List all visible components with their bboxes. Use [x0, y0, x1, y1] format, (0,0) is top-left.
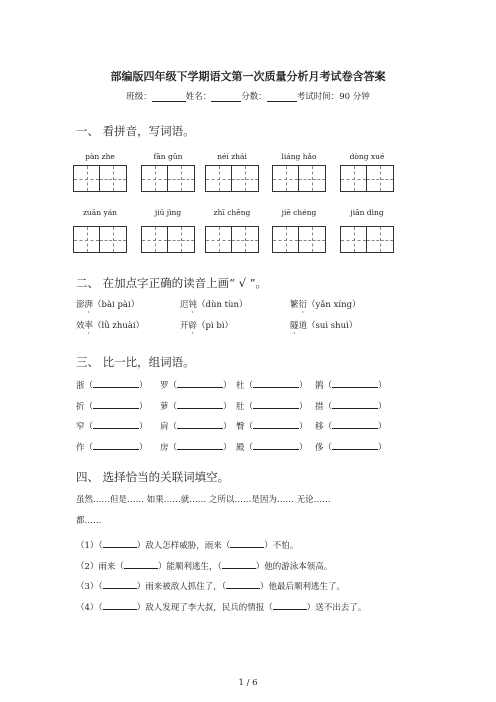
compare-char: 浙: [76, 381, 85, 391]
pronunciation-item: [290, 319, 357, 331]
question-text: ）送不出去了。: [306, 602, 367, 613]
grid-cell[interactable]: [273, 227, 299, 252]
dotted-char: 钝: [188, 300, 198, 310]
grid-cell[interactable]: [100, 227, 126, 252]
class-blank[interactable]: [152, 92, 186, 102]
grid-cell[interactable]: [206, 166, 232, 191]
answer-blank[interactable]: [332, 378, 378, 388]
answer-blank[interactable]: [93, 440, 139, 450]
section-1-heading: 一、 看拼音，写词语。: [76, 124, 195, 138]
answer-blank[interactable]: [103, 600, 137, 610]
reading-options[interactable]: （lǜ zhuài）: [93, 321, 145, 331]
answer-blank[interactable]: [253, 419, 299, 429]
section-2-heading: 二、 在加点字正确的读音上画“ √ ”。: [76, 276, 268, 290]
word-char: 繁: [290, 300, 299, 310]
writing-grid[interactable]: [340, 165, 394, 192]
compare-item: 房（ ）: [160, 440, 232, 453]
answer-blank[interactable]: [103, 538, 137, 548]
pinyin-label: jiǔ jìng: [154, 208, 182, 217]
grid-cell[interactable]: [74, 166, 100, 191]
compare-item: 肩（ ）: [160, 419, 232, 432]
answer-blank[interactable]: [93, 399, 139, 409]
question-text: （: [98, 541, 103, 551]
compare-item: 肚（ ）: [236, 399, 308, 412]
answer-blank[interactable]: [332, 419, 378, 429]
compare-item: 折（ ）: [76, 399, 148, 412]
pinyin-label: liáng hǎo: [281, 152, 317, 161]
compare-item: 窄（ ）: [76, 419, 148, 432]
question-text: （3）: [76, 582, 99, 592]
compare-char: 殿: [236, 442, 245, 453]
compare-char: 臀: [236, 422, 245, 432]
grid-cell[interactable]: [206, 227, 232, 252]
reading-options[interactable]: （yǎn xíng）: [307, 300, 361, 310]
question-text: （4）: [76, 602, 99, 613]
question-text: ）能顺利逃生，（: [157, 561, 222, 572]
score-blank[interactable]: [267, 92, 297, 102]
question-text: ）敌人发现了李大叔，民兵的情报（: [136, 602, 273, 613]
section-4-heading: 四、 选择恰当的关联词填空。: [76, 470, 230, 484]
pinyin-label: zhī chēng: [213, 208, 251, 217]
reading-options[interactable]: （pì bì）: [197, 321, 234, 331]
page-title: 部编版四年级下学期语文第一次质量分析月考试卷含答案: [110, 70, 386, 83]
compare-item: 罗（ ）: [160, 378, 232, 391]
word-char: 开: [180, 321, 189, 331]
conjunction-options-cont: 都……: [76, 516, 102, 526]
grid-cell[interactable]: [232, 166, 258, 191]
answer-blank[interactable]: [103, 579, 137, 589]
pronunciation-item: [76, 298, 139, 310]
answer-blank[interactable]: [273, 600, 307, 610]
grid-cell[interactable]: [142, 166, 168, 191]
writing-grid[interactable]: [272, 226, 326, 253]
answer-blank[interactable]: [177, 440, 223, 450]
answer-blank[interactable]: [93, 419, 139, 429]
conjunction-question: [76, 600, 366, 613]
grid-cell[interactable]: [168, 166, 194, 191]
answer-blank[interactable]: [177, 419, 223, 429]
answer-blank[interactable]: [253, 440, 299, 450]
compare-item: 浙（ ）: [76, 378, 148, 391]
writing-grid[interactable]: [205, 226, 259, 253]
dotted-char: 隧: [290, 321, 299, 331]
pinyin-label: fān gǔn: [153, 152, 183, 161]
writing-grid[interactable]: [141, 165, 195, 192]
compare-char: 罗: [160, 381, 169, 391]
dotted-char: 湃: [84, 300, 94, 310]
question-text: 雨来（: [98, 561, 124, 572]
pinyin-label: zuān yán: [82, 208, 117, 217]
question-text: ）敌人怎样威胁，雨来（: [136, 541, 231, 551]
pronunciation-item: [180, 319, 233, 331]
answer-blank[interactable]: [253, 399, 299, 409]
compare-item: 鹊（ ）: [315, 378, 387, 391]
answer-blank[interactable]: [177, 399, 223, 409]
compare-item: 侈（ ）: [315, 440, 387, 453]
compare-char: 萝: [160, 401, 169, 412]
compare-char: 肚: [236, 401, 245, 412]
reading-options[interactable]: （bài pài）: [93, 300, 140, 310]
compare-item: 臀（ ）: [236, 419, 308, 432]
compare-char: 作: [76, 442, 85, 453]
compare-char: 移: [315, 422, 324, 432]
compare-item: 殿（ ）: [236, 440, 308, 453]
word-char: 迟: [180, 300, 189, 310]
question-text: （2）: [76, 561, 99, 572]
question-text: ）雨来被敌人抓住了，（: [136, 582, 226, 592]
grid-cell[interactable]: [341, 227, 367, 252]
compare-item: 作（ ）: [76, 440, 148, 453]
compare-char: 窄: [76, 422, 85, 432]
pinyin-label: jiē chéng: [281, 208, 317, 217]
reading-options[interactable]: （suì shuì）: [307, 321, 358, 331]
grid-cell[interactable]: [299, 227, 325, 252]
writing-grid[interactable]: [141, 226, 195, 253]
compare-char: 侈: [315, 442, 324, 453]
compare-char: 肩: [160, 422, 169, 432]
dotted-char: 率: [84, 321, 94, 331]
answer-blank[interactable]: [124, 559, 158, 569]
answer-blank[interactable]: [222, 559, 256, 569]
word-char: 澎: [76, 300, 85, 310]
writing-grid[interactable]: [73, 226, 127, 253]
pronunciation-item: [76, 319, 144, 331]
grid-cell[interactable]: [232, 227, 258, 252]
compare-item: 杜（ ）: [236, 378, 308, 391]
reading-options[interactable]: （dùn tùn）: [197, 300, 248, 310]
pinyin-label: néi zhái: [217, 152, 247, 161]
writing-grid[interactable]: [73, 165, 127, 192]
compare-char: 措: [315, 401, 324, 412]
pronunciation-item: [180, 298, 248, 310]
question-text: ）他的游泳本领高。: [255, 561, 333, 572]
question-text: ）不怕。: [264, 541, 299, 551]
question-text: （: [98, 602, 103, 613]
question-text: （: [98, 582, 103, 592]
compare-item: 萝（ ）: [160, 399, 232, 412]
answer-blank[interactable]: [93, 378, 139, 388]
question-text: ）他最后顺利逃生了。: [259, 582, 345, 592]
conjunction-question: [76, 538, 298, 551]
writing-grid[interactable]: [205, 165, 259, 192]
compare-item: 措（ ）: [315, 399, 387, 412]
question-text: （1）: [76, 541, 99, 551]
grid-cell[interactable]: [367, 166, 393, 191]
page-number: 1 / 6: [238, 678, 258, 688]
answer-blank[interactable]: [332, 440, 378, 450]
name-blank[interactable]: [211, 92, 241, 102]
answer-blank[interactable]: [230, 538, 264, 548]
pinyin-label: dòng xué: [349, 152, 385, 161]
compare-char: 杜: [236, 381, 245, 391]
grid-cell[interactable]: [273, 166, 299, 191]
answer-blank[interactable]: [226, 579, 260, 589]
writing-grid[interactable]: [272, 165, 326, 192]
compare-char: 折: [76, 401, 85, 412]
pronunciation-item: [290, 298, 361, 310]
grid-cell[interactable]: [74, 227, 100, 252]
writing-grid[interactable]: [340, 226, 394, 253]
compare-char: 房: [160, 442, 169, 453]
conjunction-question: [76, 579, 345, 592]
conjunction-options: 虽然……但是…… 如果……就…… 之所以……是因为…… 无论……: [76, 495, 331, 505]
dotted-char: 辟: [188, 321, 198, 331]
grid-cell[interactable]: [299, 166, 325, 191]
answer-blank[interactable]: [177, 378, 223, 388]
grid-cell[interactable]: [367, 227, 393, 252]
pinyin-label: jiān dìng: [350, 208, 384, 217]
answer-blank[interactable]: [253, 378, 299, 388]
word-char: 效: [76, 321, 85, 331]
student-info-line: 班级： 姓名： 分数： 考试时间：90 分钟: [126, 92, 370, 102]
answer-blank[interactable]: [332, 399, 378, 409]
grid-cell[interactable]: [142, 227, 168, 252]
section-3-heading: 三、 比一比，组词语。: [76, 355, 195, 369]
grid-cell[interactable]: [341, 166, 367, 191]
conjunction-question: [76, 559, 332, 572]
grid-cell[interactable]: [168, 227, 194, 252]
compare-char: 鹊: [315, 381, 324, 391]
compare-item: 移（ ）: [315, 419, 387, 432]
word-char: 道: [298, 321, 308, 331]
dotted-char: 衍: [298, 300, 308, 310]
grid-cell[interactable]: [100, 166, 126, 191]
pinyin-label: pàn zhe: [85, 152, 115, 161]
